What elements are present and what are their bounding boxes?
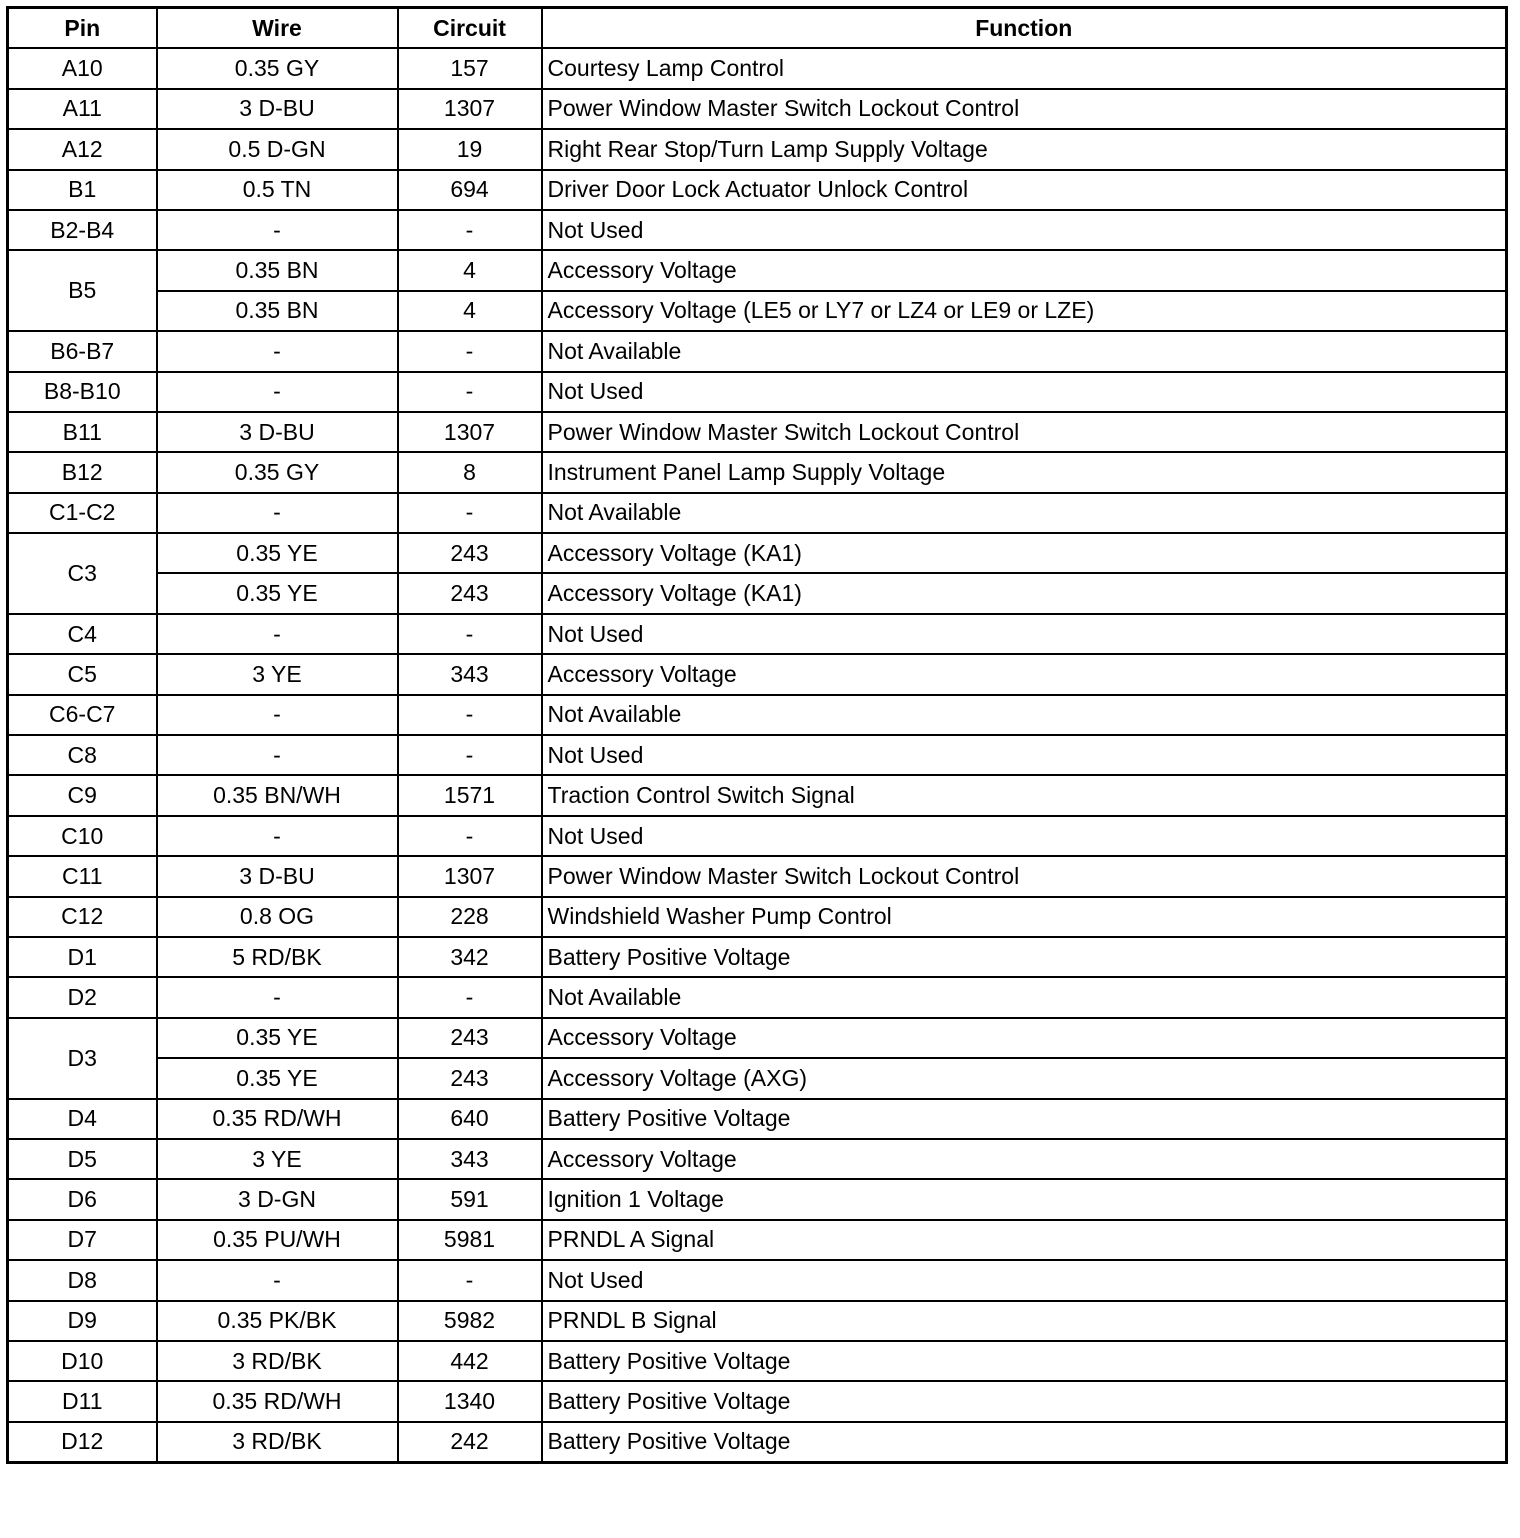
circuit-cell: 343	[398, 1139, 542, 1179]
wire-cell: 0.35 YE	[157, 1058, 398, 1098]
wire-cell: -	[157, 614, 398, 654]
pin-cell: C3	[8, 533, 157, 614]
wire-cell: 3 RD/BK	[157, 1341, 398, 1381]
wire-cell: 0.35 PU/WH	[157, 1220, 398, 1260]
circuit-cell: 442	[398, 1341, 542, 1381]
pin-cell: B11	[8, 412, 157, 452]
function-cell: PRNDL B Signal	[542, 1301, 1507, 1341]
circuit-cell: -	[398, 735, 542, 775]
wire-cell: 3 YE	[157, 1139, 398, 1179]
table-row	[8, 1260, 1507, 1300]
table-row	[8, 1381, 1507, 1421]
circuit-cell: 1307	[398, 412, 542, 452]
wire-cell: 3 D-GN	[157, 1179, 398, 1219]
pin-cell: B12	[8, 452, 157, 492]
function-cell: Not Used	[542, 816, 1507, 856]
function-cell: Battery Positive Voltage	[542, 1341, 1507, 1381]
circuit-cell: 4	[398, 291, 542, 331]
table-row	[8, 1139, 1507, 1179]
circuit-cell: 1307	[398, 89, 542, 129]
wire-cell: -	[157, 1260, 398, 1300]
function-cell: Courtesy Lamp Control	[542, 48, 1507, 88]
circuit-cell: 591	[398, 1179, 542, 1219]
table-row	[8, 1179, 1507, 1219]
header-row	[8, 8, 1507, 49]
function-cell: Power Window Master Switch Lockout Control	[542, 412, 1507, 452]
pin-cell: D9	[8, 1301, 157, 1341]
table-row	[8, 573, 1507, 613]
circuit-cell: -	[398, 614, 542, 654]
function-cell: Not Used	[542, 372, 1507, 412]
table-row	[8, 614, 1507, 654]
function-cell: Accessory Voltage (KA1)	[542, 533, 1507, 573]
circuit-cell: 640	[398, 1099, 542, 1139]
table-row	[8, 48, 1507, 88]
wire-cell: 3 YE	[157, 654, 398, 694]
table-row	[8, 493, 1507, 533]
circuit-cell: 5981	[398, 1220, 542, 1260]
connector-pinout-table	[6, 6, 1508, 1464]
circuit-cell: 342	[398, 937, 542, 977]
circuit-cell: 1340	[398, 1381, 542, 1421]
function-cell: Accessory Voltage (KA1)	[542, 573, 1507, 613]
pin-cell: D2	[8, 977, 157, 1017]
wire-cell: 0.35 RD/WH	[157, 1099, 398, 1139]
pin-cell: D11	[8, 1381, 157, 1421]
pin-cell: D1	[8, 937, 157, 977]
pin-cell: B2-B4	[8, 210, 157, 250]
table-row	[8, 977, 1507, 1017]
pin-cell: D8	[8, 1260, 157, 1300]
wire-cell: -	[157, 816, 398, 856]
function-cell: Not Available	[542, 331, 1507, 371]
column-header-wire: Wire	[157, 8, 398, 49]
wire-cell: 0.35 BN	[157, 291, 398, 331]
function-cell: Accessory Voltage	[542, 250, 1507, 290]
function-cell: Power Window Master Switch Lockout Control	[542, 856, 1507, 896]
pin-cell: D7	[8, 1220, 157, 1260]
circuit-cell: 243	[398, 1018, 542, 1058]
table-row	[8, 372, 1507, 412]
column-header-function: Function	[542, 8, 1507, 49]
circuit-cell: -	[398, 977, 542, 1017]
circuit-cell: -	[398, 493, 542, 533]
pin-cell: A10	[8, 48, 157, 88]
table-row	[8, 129, 1507, 169]
circuit-cell: 8	[398, 452, 542, 492]
pin-cell: D10	[8, 1341, 157, 1381]
function-cell: Not Used	[542, 1260, 1507, 1300]
table-row	[8, 775, 1507, 815]
circuit-cell: -	[398, 816, 542, 856]
pin-cell: C11	[8, 856, 157, 896]
function-cell: Ignition 1 Voltage	[542, 1179, 1507, 1219]
table-row	[8, 250, 1507, 290]
function-cell: PRNDL A Signal	[542, 1220, 1507, 1260]
table-row	[8, 735, 1507, 775]
table-row	[8, 897, 1507, 937]
function-cell: Not Available	[542, 977, 1507, 1017]
pin-cell: A12	[8, 129, 157, 169]
table-row	[8, 937, 1507, 977]
pin-cell: D3	[8, 1018, 157, 1099]
column-header-circuit: Circuit	[398, 8, 542, 49]
pin-cell: C12	[8, 897, 157, 937]
function-cell: Driver Door Lock Actuator Unlock Control	[542, 170, 1507, 210]
function-cell: Accessory Voltage (LE5 or LY7 or LZ4 or LE9 or LZE)	[542, 291, 1507, 331]
circuit-cell: 1307	[398, 856, 542, 896]
circuit-cell: -	[398, 210, 542, 250]
function-cell: Not Available	[542, 493, 1507, 533]
wire-cell: 0.5 D-GN	[157, 129, 398, 169]
wire-cell: 0.5 TN	[157, 170, 398, 210]
pin-cell: C6-C7	[8, 695, 157, 735]
table-row	[8, 1422, 1507, 1463]
function-cell: Not Used	[542, 614, 1507, 654]
circuit-cell: 19	[398, 129, 542, 169]
wire-cell: 3 D-BU	[157, 89, 398, 129]
wire-cell: 3 D-BU	[157, 412, 398, 452]
wire-cell: 0.35 YE	[157, 573, 398, 613]
pin-cell: C4	[8, 614, 157, 654]
table-row	[8, 816, 1507, 856]
circuit-cell: 243	[398, 533, 542, 573]
circuit-cell: -	[398, 695, 542, 735]
column-header-pin: Pin	[8, 8, 157, 49]
pin-cell: C10	[8, 816, 157, 856]
table-row	[8, 89, 1507, 129]
wire-cell: 3 RD/BK	[157, 1422, 398, 1463]
wire-cell: 0.35 PK/BK	[157, 1301, 398, 1341]
function-cell: Battery Positive Voltage	[542, 937, 1507, 977]
circuit-cell: 343	[398, 654, 542, 694]
function-cell: Not Used	[542, 735, 1507, 775]
table-row	[8, 1018, 1507, 1058]
wire-cell: 0.8 OG	[157, 897, 398, 937]
table-row	[8, 412, 1507, 452]
function-cell: Instrument Panel Lamp Supply Voltage	[542, 452, 1507, 492]
table-row	[8, 1220, 1507, 1260]
pin-cell: B8-B10	[8, 372, 157, 412]
pin-cell: B5	[8, 250, 157, 331]
wire-cell: 5 RD/BK	[157, 937, 398, 977]
wire-cell: -	[157, 372, 398, 412]
wire-cell: 0.35 GY	[157, 452, 398, 492]
circuit-cell: 157	[398, 48, 542, 88]
function-cell: Not Available	[542, 695, 1507, 735]
table-row	[8, 331, 1507, 371]
pin-cell: A11	[8, 89, 157, 129]
wire-cell: 0.35 GY	[157, 48, 398, 88]
circuit-cell: -	[398, 331, 542, 371]
function-cell: Battery Positive Voltage	[542, 1381, 1507, 1421]
table-row	[8, 291, 1507, 331]
circuit-cell: 243	[398, 573, 542, 613]
function-cell: Accessory Voltage	[542, 654, 1507, 694]
pin-cell: D6	[8, 1179, 157, 1219]
circuit-cell: 1571	[398, 775, 542, 815]
function-cell: Battery Positive Voltage	[542, 1099, 1507, 1139]
function-cell: Accessory Voltage	[542, 1018, 1507, 1058]
pin-cell: C8	[8, 735, 157, 775]
circuit-cell: 243	[398, 1058, 542, 1098]
wire-cell: 0.35 RD/WH	[157, 1381, 398, 1421]
pin-cell: C5	[8, 654, 157, 694]
circuit-cell: 228	[398, 897, 542, 937]
table-row	[8, 1301, 1507, 1341]
pin-cell: D4	[8, 1099, 157, 1139]
circuit-cell: 4	[398, 250, 542, 290]
wire-cell: -	[157, 210, 398, 250]
circuit-cell: 5982	[398, 1301, 542, 1341]
wire-cell: 0.35 BN	[157, 250, 398, 290]
wire-cell: -	[157, 493, 398, 533]
function-cell: Power Window Master Switch Lockout Control	[542, 89, 1507, 129]
wire-cell: -	[157, 977, 398, 1017]
circuit-cell: 242	[398, 1422, 542, 1463]
table-row	[8, 170, 1507, 210]
wire-cell: 3 D-BU	[157, 856, 398, 896]
table-row	[8, 210, 1507, 250]
pin-cell: C1-C2	[8, 493, 157, 533]
wire-cell: 0.35 YE	[157, 533, 398, 573]
function-cell: Not Used	[542, 210, 1507, 250]
table-row	[8, 1341, 1507, 1381]
wire-cell: 0.35 YE	[157, 1018, 398, 1058]
pin-rows	[8, 48, 1507, 1462]
wire-cell: -	[157, 695, 398, 735]
table-row	[8, 452, 1507, 492]
circuit-cell: -	[398, 1260, 542, 1300]
circuit-cell: -	[398, 372, 542, 412]
table-row	[8, 1058, 1507, 1098]
table-row	[8, 654, 1507, 694]
function-cell: Accessory Voltage (AXG)	[542, 1058, 1507, 1098]
function-cell: Right Rear Stop/Turn Lamp Supply Voltage	[542, 129, 1507, 169]
function-cell: Accessory Voltage	[542, 1139, 1507, 1179]
wire-cell: -	[157, 331, 398, 371]
function-cell: Battery Positive Voltage	[542, 1422, 1507, 1463]
function-cell: Windshield Washer Pump Control	[542, 897, 1507, 937]
function-cell: Traction Control Switch Signal	[542, 775, 1507, 815]
pin-cell: B6-B7	[8, 331, 157, 371]
table-row	[8, 1099, 1507, 1139]
table-row	[8, 533, 1507, 573]
wire-cell: -	[157, 735, 398, 775]
pin-cell: D5	[8, 1139, 157, 1179]
pin-cell: B1	[8, 170, 157, 210]
circuit-cell: 694	[398, 170, 542, 210]
table-row	[8, 695, 1507, 735]
table-row	[8, 856, 1507, 896]
pin-cell: D12	[8, 1422, 157, 1463]
pin-cell: C9	[8, 775, 157, 815]
wire-cell: 0.35 BN/WH	[157, 775, 398, 815]
